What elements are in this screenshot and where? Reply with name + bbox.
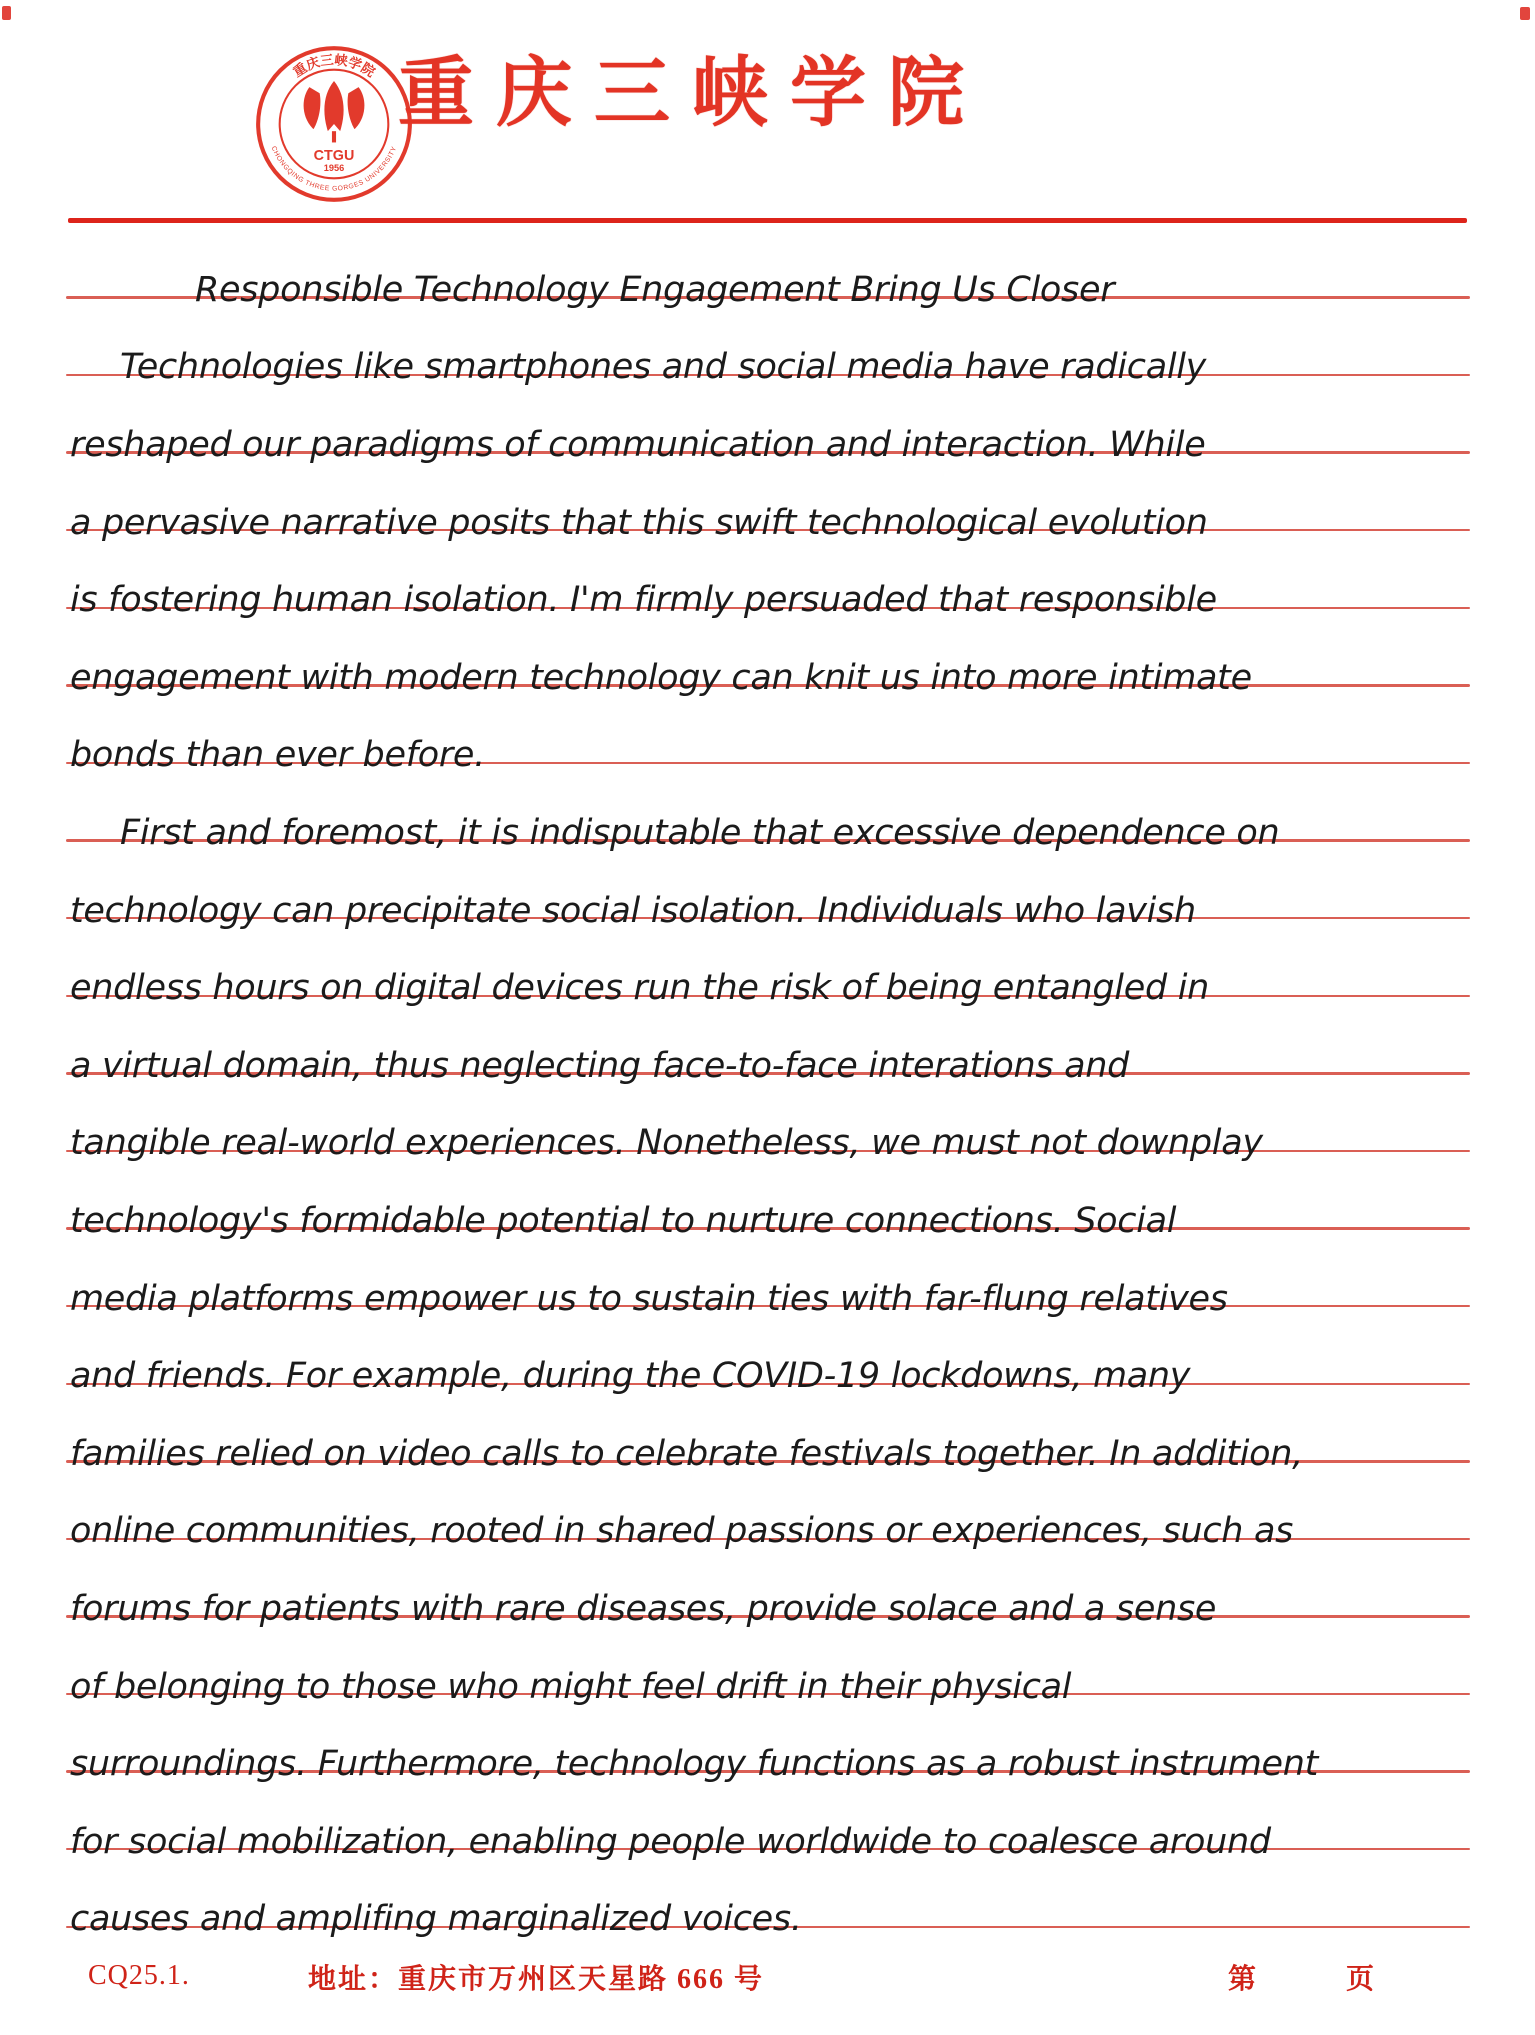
essay-line — [68, 764, 1467, 853]
essay-line-text: First and foremost, it is indisputable that excessive dependence on — [120, 813, 1280, 853]
essay-line — [68, 1695, 1467, 1785]
essay-line — [68, 1618, 1467, 1707]
essay-line — [68, 454, 1467, 543]
essay-body — [68, 221, 1467, 1940]
footer-form-code: CQ25.1. — [88, 1960, 190, 1991]
essay-line — [68, 531, 1467, 621]
essay-line-text: a virtual domain, thus neglecting face-to-face interations and — [70, 1045, 1130, 1086]
essay-line-text: technology's formidable potential to nurture connections. Social — [70, 1200, 1177, 1241]
essay-line-text: for social mobilization, enabling people worldwide to coalesce around — [70, 1821, 1271, 1862]
essay-line — [68, 1152, 1467, 1241]
essay-line — [68, 1540, 1467, 1629]
university-name-title: 重庆三峡学院 — [398, 52, 986, 136]
essay-line — [68, 997, 1467, 1086]
essay-line-text: online communities, rooted in shared passions or experiences, such as — [70, 1511, 1294, 1552]
essay-line — [68, 919, 1467, 1009]
essay-line-text: technology can precipitate social isolation. Individuals who lavish — [70, 890, 1196, 931]
essay-line — [68, 1463, 1467, 1552]
seal-tulip-emblem — [304, 81, 365, 143]
essay-line — [68, 1850, 1467, 1940]
essay-line-text: endless hours on digital devices run the risk of being entangled in — [70, 968, 1210, 1009]
seal-year-text: 1956 — [323, 163, 345, 174]
essay-line-text: families relied on video calls to celebrate festivals together. In addition, — [70, 1433, 1303, 1474]
essay-line — [68, 1385, 1467, 1474]
essay-line-text: and friends. For example, during the COVID-19 lockdowns, many — [70, 1356, 1191, 1397]
essay-line-text: forums for patients with rare diseases, provide solace and a sense — [70, 1588, 1217, 1629]
essay-line-text: Technologies like smartphones and social media have radically — [120, 347, 1207, 388]
footer-address: 地址：重庆市万州区天星路 666 号 — [308, 1964, 765, 1995]
essay-line — [68, 842, 1467, 931]
essay-line — [68, 376, 1467, 466]
essay-line — [68, 1075, 1467, 1164]
essay-line-text: Responsible Technology Engagement Bring Us Closer — [195, 269, 1115, 310]
essay-line-text: engagement with modern technology can knit us into more intimate — [70, 657, 1252, 698]
essay-line-text: a pervasive narrative posits that this swift technological evolution — [70, 502, 1208, 543]
footer-page-suffix: 页 — [1346, 1964, 1375, 1995]
footer-page-label — [1228, 1957, 1374, 1997]
essay-line-text: tangible real-world experiences. Nonetheless, we must not downplay — [70, 1123, 1263, 1164]
seal-top-arc-text: 重庆三峡学院 — [290, 52, 378, 80]
essay-line — [68, 299, 1467, 388]
footer-page-prefix: 第 — [1228, 1964, 1257, 1995]
seal-bottom-arc-text: CHONGQING THREE GORGES UNIVERSITY — [269, 145, 399, 193]
essay-line-text: surroundings. Furthermore, technology functions as a robust instrument — [70, 1744, 1319, 1785]
ctgu-seal-logo — [252, 42, 416, 206]
essay-line-text: of belonging to those who might feel drift in their physical — [70, 1666, 1072, 1707]
scan-speck-right — [1520, 7, 1530, 20]
essay-line — [68, 609, 1467, 698]
essay-line — [68, 1307, 1467, 1397]
seal-outer-ring — [258, 48, 410, 200]
essay-line — [68, 221, 1467, 310]
essay-line — [68, 687, 1467, 776]
essay-line — [68, 1773, 1467, 1862]
essay-line-text: bonds than ever before. — [70, 735, 485, 776]
essay-line-text: reshaped our paradigms of communication and interaction. While — [70, 425, 1206, 466]
essay-line-text: causes and amplifing marginalized voices. — [70, 1899, 802, 1940]
essay-line-text: is fostering human isolation. I'm firmly persuaded that responsible — [70, 580, 1217, 621]
essay-line — [68, 1230, 1467, 1319]
scan-speck-left — [2, 6, 11, 20]
essay-line-text: media platforms empower us to sustain ties with far-flung relatives — [70, 1278, 1228, 1319]
seal-abbr-text: CTGU — [313, 147, 355, 164]
